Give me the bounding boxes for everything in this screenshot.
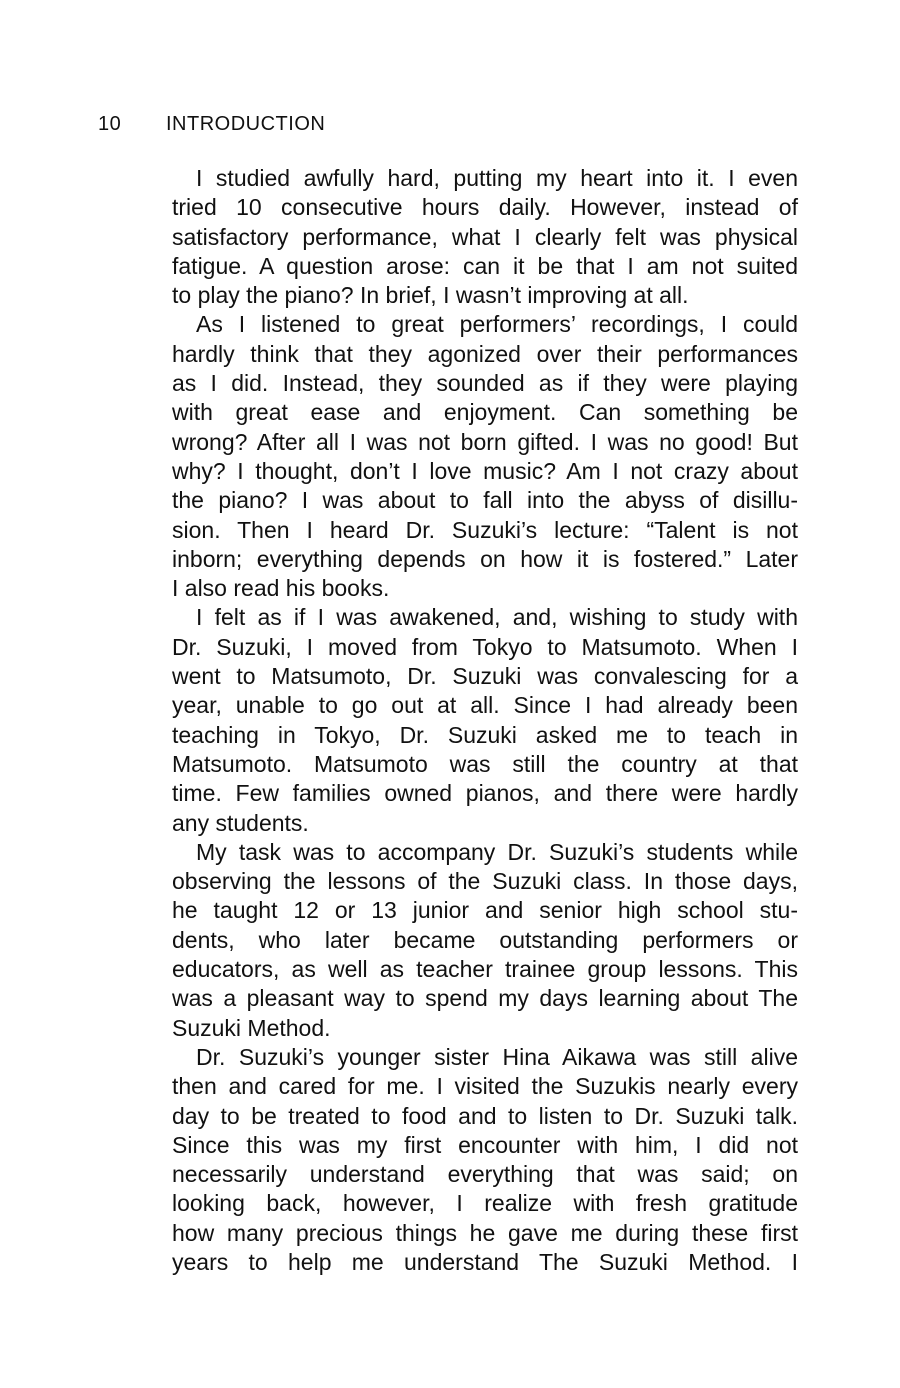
text-line: wrong? After all I was not born gifted. I was no good! But (172, 428, 798, 455)
text-line: how many precious things he gave me during these first (172, 1219, 798, 1246)
text-line: teaching in Tokyo, Dr. Suzuki asked me to teach in (172, 721, 798, 748)
text-line: I studied awfully hard, putting my heart into it. I even (196, 165, 798, 191)
text-line: year, unable to go out at all. Since I had already been (172, 692, 798, 719)
text-line: Since this was my first encounter with him, I did not (172, 1131, 798, 1158)
text-line: Suzuki Method. (172, 1014, 331, 1041)
text-line: tried 10 consecutive hours daily. However, instead of (172, 194, 798, 221)
page-number: 10 (98, 112, 122, 135)
text-line: he taught 12 or 13 junior and senior high school stu- (172, 897, 798, 924)
text-line: As I listened to great performers’ recordings, I could (196, 311, 798, 338)
text-line: My task was to accompany Dr. Suzuki’s students while (196, 838, 798, 865)
paragraph (172, 164, 798, 310)
text-line: sion. Then I heard Dr. Suzuki’s lecture: “Talent is not (172, 516, 798, 543)
body-text (172, 164, 798, 1277)
text-line: then and cared for me. I visited the Suzukis nearly every (172, 1073, 798, 1100)
text-line: I felt as if I was awakened, and, wishing to study with (196, 604, 798, 631)
text-line: day to be treated to food and to listen to Dr. Suzuki talk. (172, 1102, 798, 1129)
text-line: years to help me understand The Suzuki Method. I (172, 1248, 798, 1275)
text-line: with great ease and enjoyment. Can something be (172, 399, 798, 426)
text-line: the piano? I was about to fall into the abyss of disillu- (172, 487, 798, 514)
paragraph (172, 603, 798, 837)
section-title: INTRODUCTION (166, 112, 326, 135)
text-line: time. Few families owned pianos, and there were hardly (172, 780, 798, 807)
text-line: was a pleasant way to spend my days learning about The (172, 985, 798, 1012)
paragraph (172, 1043, 798, 1277)
text-line: observing the lessons of the Suzuki class. In those days, (172, 868, 798, 895)
text-line: dents, who later became outstanding performers or (172, 926, 798, 953)
text-line: satisfactory performance, what I clearly felt was physical (172, 223, 798, 250)
text-line: hardly think that they agonized over their performances (172, 340, 798, 367)
running-head (98, 110, 325, 138)
text-line: Dr. Suzuki, I moved from Tokyo to Matsumoto. When I (172, 633, 798, 660)
text-line: necessarily understand everything that was said; on (172, 1161, 798, 1188)
text-line: as I did. Instead, they sounded as if they were playing (172, 370, 798, 397)
text-line: looking back, however, I realize with fresh gratitude (172, 1190, 798, 1217)
text-line: I also read his books. (172, 575, 390, 602)
text-line: Dr. Suzuki’s younger sister Hina Aikawa was still alive (196, 1043, 798, 1070)
text-line: why? I thought, don’t I love music? Am I not crazy about (172, 457, 798, 484)
text-line: fatigue. A question arose: can it be that I am not suited (172, 252, 798, 279)
text-line: went to Matsumoto, Dr. Suzuki was convalescing for a (172, 663, 798, 690)
paragraph (172, 838, 798, 1043)
text-line: to play the piano? In brief, I wasn’t improving at all. (172, 282, 689, 309)
text-line: any students. (172, 809, 309, 836)
text-line: educators, as well as teacher trainee group lessons. This (172, 956, 798, 983)
text-line: Matsumoto. Matsumoto was still the country at that (172, 750, 798, 777)
text-line: inborn; everything depends on how it is fostered.” Later (172, 545, 798, 572)
paragraph (172, 310, 798, 603)
